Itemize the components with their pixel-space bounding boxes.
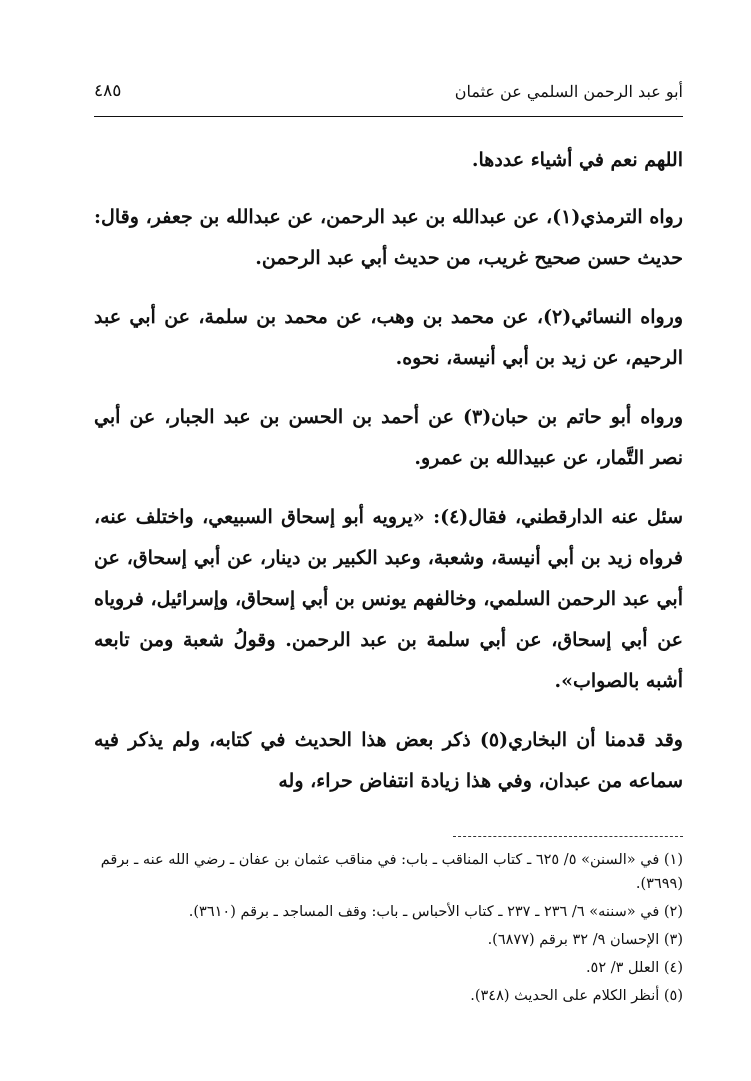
paragraph: رواه الترمذي(١)، عن عبدالله بن عبد الرحمن، عن عبدالله بن جعفر، وقال: حديث حسن صحيح غريب، من حديث أبي عبد الرحمن. <box>94 206 683 269</box>
footnote: (٢) في «سننه» ٦/ ٢٣٦ ـ ٢٣٧ ـ كتاب الأحباس ـ باب: وقف المساجد ـ برقم (٣٦١٠). <box>188 904 683 920</box>
header-divider <box>94 116 683 117</box>
page-number: ٤٨٥ <box>94 81 122 101</box>
running-title: أبو عبد الرحمن السلمي عن عثمان <box>454 81 683 101</box>
footnote: (٤) العلل ٣/ ٥٢. <box>585 960 683 976</box>
paragraph: سئل عنه الدارقطني، فقال(٤): «يرويه أبو إسحاق السبيعي، واختلف عنه، فرواه زيد بن أبي أنيسة، وشعبة، وعبد الكبير بن دينار، عن أبي إسحاق، عن أبي عبد الرحمن السلمي، وخالفهم يونس بن أبي إسحاق، وإسرائيل، فروياه عن أبي إسحاق، عن أبي سلمة بن عبد الرحمن. وقولُ شعبة ومن تابعه أشبه بالصواب». <box>94 506 683 692</box>
footnote: (٣) الإحسان ٩/ ٣٢ برقم (٦٨٧٧). <box>487 932 683 948</box>
page-header <box>94 74 683 108</box>
paragraph: ورواه النسائي(٢)، عن محمد بن وهب، عن محمد بن سلمة، عن أبي عبد الرحيم، عن زيد بن أبي أنيسة، نحوه. <box>94 306 683 369</box>
paragraph: وقد قدمنا أن البخاري(٥) ذكر بعض هذا الحديث في كتابه، ولم يذكر فيه سماعه من عبدان، وفي هذا زيادة انتفاض حراء، وله <box>94 729 683 792</box>
footnote: (١) في «السنن» ٥/ ٦٢٥ ـ كتاب المناقب ـ باب: في مناقب عثمان بن عفان ـ رضي الله عنه ـ برقم (٣٦٩٩). <box>100 852 683 892</box>
footnote-divider <box>453 836 683 837</box>
paragraph: ورواه أبو حاتم بن حبان(٣) عن أحمد بن الحسن بن عبد الجبار، عن أبي نصر التَّمار، عن عبيدالله بن عمرو. <box>94 406 683 469</box>
main-text <box>94 140 683 820</box>
paragraph: اللهم نعم في أشياء عددها. <box>471 149 683 171</box>
footnotes <box>94 848 683 1012</box>
footnote: (٥) أنظر الكلام على الحديث (٣٤٨). <box>470 988 683 1004</box>
